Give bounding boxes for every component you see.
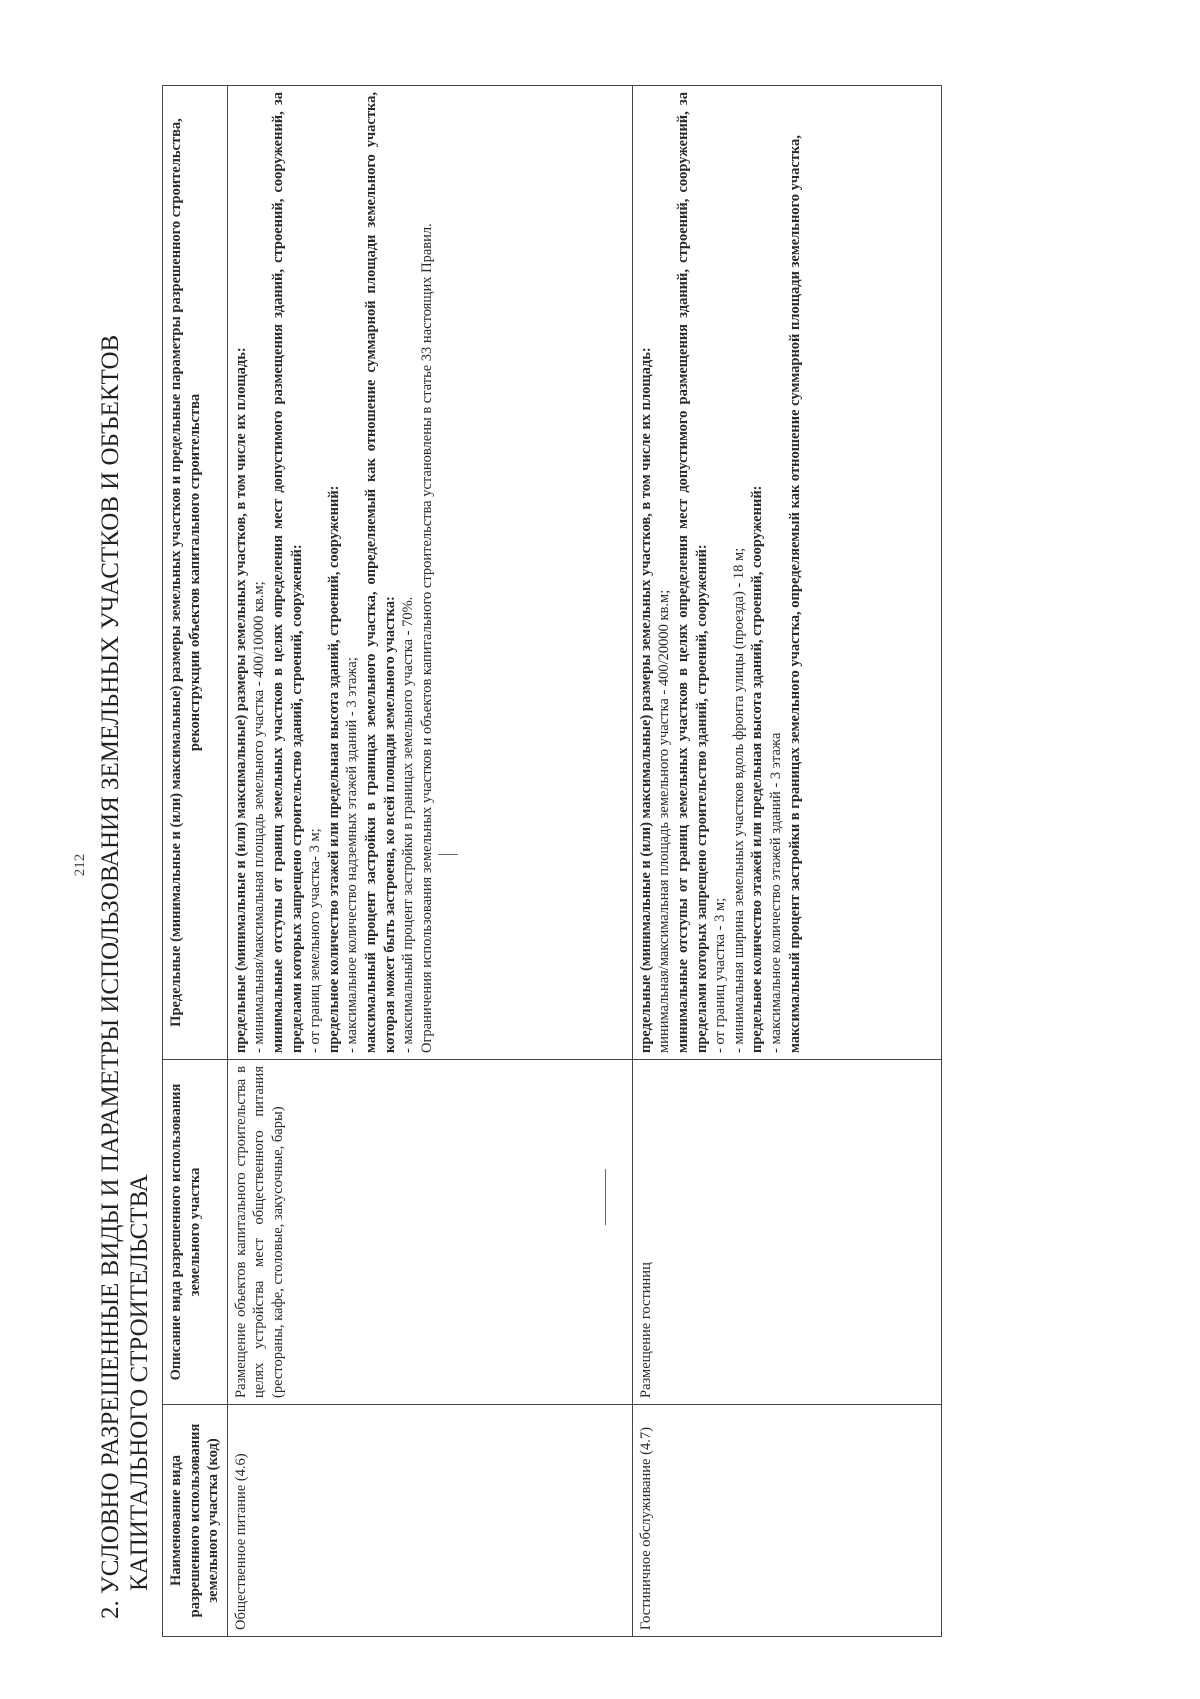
- use-name: Общественное питание (4.6): [227, 1405, 632, 1637]
- parameter-line: - от границ участка - 3 м;: [712, 897, 729, 1053]
- use-name: Гостиничное обслуживание (4.7): [632, 1405, 941, 1637]
- permitted-uses-table: [162, 85, 942, 1637]
- use-parameters: [632, 86, 941, 1060]
- rotated-page: [70, 75, 1170, 1655]
- parameter-line: - максимальный процент застройки в границах земельного участка - 70%.: [400, 596, 417, 1053]
- parameter-line: предельные (минимальные и (или) максимальные) размеры земельных участков, в том числе их площадь:: [637, 347, 654, 1053]
- table-header-row: [163, 86, 228, 1637]
- scan-mark: [605, 1169, 606, 1225]
- parameter-line: - минимальная ширина земельных участков вдоль фронта улицы (проезда) - 18 м;: [730, 547, 747, 1053]
- header-use-name: Наименование вида разрешенного использования земельного участка (код): [163, 1405, 228, 1637]
- table-row: [227, 86, 632, 1637]
- section-title: [96, 79, 154, 1619]
- header-parameters: Предельные (минимальные и (или) максимальные) размеры земельных участков и предельные параметры разрешенного строительства, реконструкции объектов капитального строительства: [163, 86, 228, 1060]
- parameter-line: минимальная/максимальная площадь земельного участка - 400/20000 кв.м;: [656, 589, 673, 1053]
- parameter-line: - от границ земельного участка- 3 м;: [307, 828, 324, 1053]
- parameter-line: - максимальное количество надземных этажей зданий - 3 этажа;: [344, 657, 361, 1053]
- parameter-line: предельное количество этажей или предельная высота зданий, строений, сооружений:: [749, 485, 766, 1053]
- use-description: Размещение объектов капитального строительства в целях устройства мест общественного питания (рестораны, кафе, столовые, закусочные, бары): [227, 1060, 632, 1405]
- header-use-description: Описание вида разрешенного использования земельного участка: [163, 1060, 228, 1405]
- parameter-line: минимальные отступы от границ земельных участков в целях определения мест допустимого размещения зданий, строений, сооружений, за пределами которых запрещено строительство зданий, строений, сооружений:: [674, 92, 710, 1053]
- parameter-line: максимальный процент застройки в границах земельного участка, определяемый как отношение суммарной площади земельного участка,: [786, 135, 803, 1053]
- table-row: [632, 86, 941, 1637]
- page-number: 212: [72, 853, 88, 877]
- parameter-line: - минимальная/максимальная площадь земельного участка - 400/10000 кв.м;: [251, 581, 268, 1053]
- parameter-line: предельные (минимальные и (или) максимальные) размеры земельных участков, в том числе их площадь:: [232, 347, 249, 1053]
- use-parameters: [227, 86, 632, 1060]
- use-description: Размещение гостиниц: [632, 1060, 941, 1405]
- parameter-line: минимальные отступы от границ земельных участков в целях определения мест допустимого размещения зданий, строений, сооружений, за пределами которых запрещено строительство зданий, строений, сооружений:: [269, 92, 305, 1053]
- parameter-line: максимальный процент застройки в границах земельного участка, определяемый как отношение суммарной площади земельного участка, которая может быть застроена, ко всей площади земельного участка:: [362, 92, 398, 1053]
- parameter-line: Ограничения использования земельных участков и объектов капитального строительства установлены в статье 33 настоящих Правил.: [418, 223, 435, 1053]
- scan-mark: [438, 854, 458, 855]
- section-title-line-2: КАПИТАЛЬНОГО СТРОИТЕЛЬСТВА: [126, 1174, 153, 1591]
- parameter-line: - максимальное количество этажей зданий - 3 этажа: [767, 732, 784, 1053]
- section-title-line-1: 2. УСЛОВНО РАЗРЕШЕННЫЕ ВИДЫ И ПАРАМЕТРЫ ИСПОЛЬЗОВАНИЯ ЗЕМЕЛЬНЫХ УЧАСТКОВ И ОБЪЕКТОВ: [97, 334, 124, 1619]
- parameter-line: предельное количество этажей или предельная высота зданий, строений, сооружений:: [325, 485, 342, 1053]
